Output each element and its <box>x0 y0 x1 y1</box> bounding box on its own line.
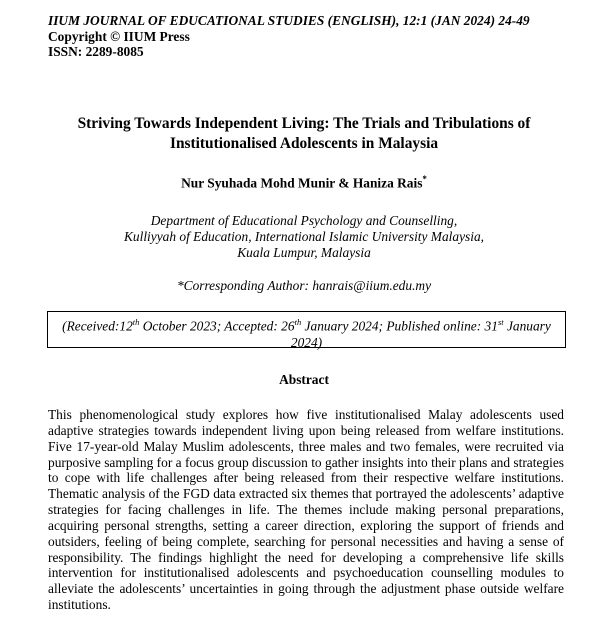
received-date: (Received:12 <box>62 318 133 334</box>
affiliation-line-2: Kulliyyah of Education, International Islamic University Malaysia, <box>123 228 484 244</box>
paper-title: Striving Towards Independent Living: The Trials and Tribulations of Institutionalised Adolescents in Malaysia <box>77 115 531 152</box>
corresponding-author: *Corresponding Author: hanrais@iium.edu.my <box>176 278 432 293</box>
author-names: Nur Syuhada Mohd Munir & Haniza Rais <box>181 175 423 191</box>
author-line <box>0 174 608 191</box>
published-date-suffix: st <box>497 317 504 327</box>
corresponding-author-mark: * <box>422 174 427 184</box>
abstract-body <box>48 407 564 613</box>
abstract-heading: Abstract <box>279 372 329 387</box>
journal-citation: IIUM JOURNAL OF EDUCATIONAL STUDIES (ENGLISH), 12:1 (JAN 2024) 24-49 <box>48 13 530 28</box>
accepted-date-suffix: th <box>294 317 302 327</box>
published-date: January 2024; Published online: 31 <box>301 318 498 334</box>
issn-line: ISSN: 2289-8085 <box>48 44 144 59</box>
journal-header <box>48 13 530 60</box>
affiliation-line-1: Department of Educational Psychology and Counselling, <box>150 213 458 228</box>
submission-dates-box <box>47 311 566 348</box>
affiliation <box>0 213 608 260</box>
affiliation-line-3: Kuala Lumpur, Malaysia <box>237 244 371 260</box>
accepted-date: October 2023; Accepted: 26 <box>139 318 295 334</box>
abstract-paragraph: This phenomenological study explores how five institutionalised Malay adolescents used adaptive strategies towards independent living upon being released from welfare institutions. Five 17-year-old Malay Muslim adolescents, three males and two females, were recruited via purposive sampling for a focus group discussion to gather insights into their plans and strategies to cope with life challenges after being released from their respective welfare institutions. Thematic analysis of the FGD data extracted six themes that portrayed the adolescents’ adaptive strategies for facing challenges in life. The themes include making personal preparations, acquiring personal strengths, setting a career direction, exploring the support of friends and outsiders, feeling of being complete, searching for personal necessities and having a sense of responsibility. The findings highlight the need for developing a comprehensive life skills intervention for institutionalised adolescents and psychoeducation counselling modules to alleviate the adolescents’ uncertainties in going through the adjustment phase outside welfare institutions. <box>48 407 564 613</box>
published-date-end: January 2024) <box>290 318 551 350</box>
copyright-line: Copyright © IIUM Press <box>48 28 190 44</box>
received-date-suffix: th <box>132 317 140 327</box>
